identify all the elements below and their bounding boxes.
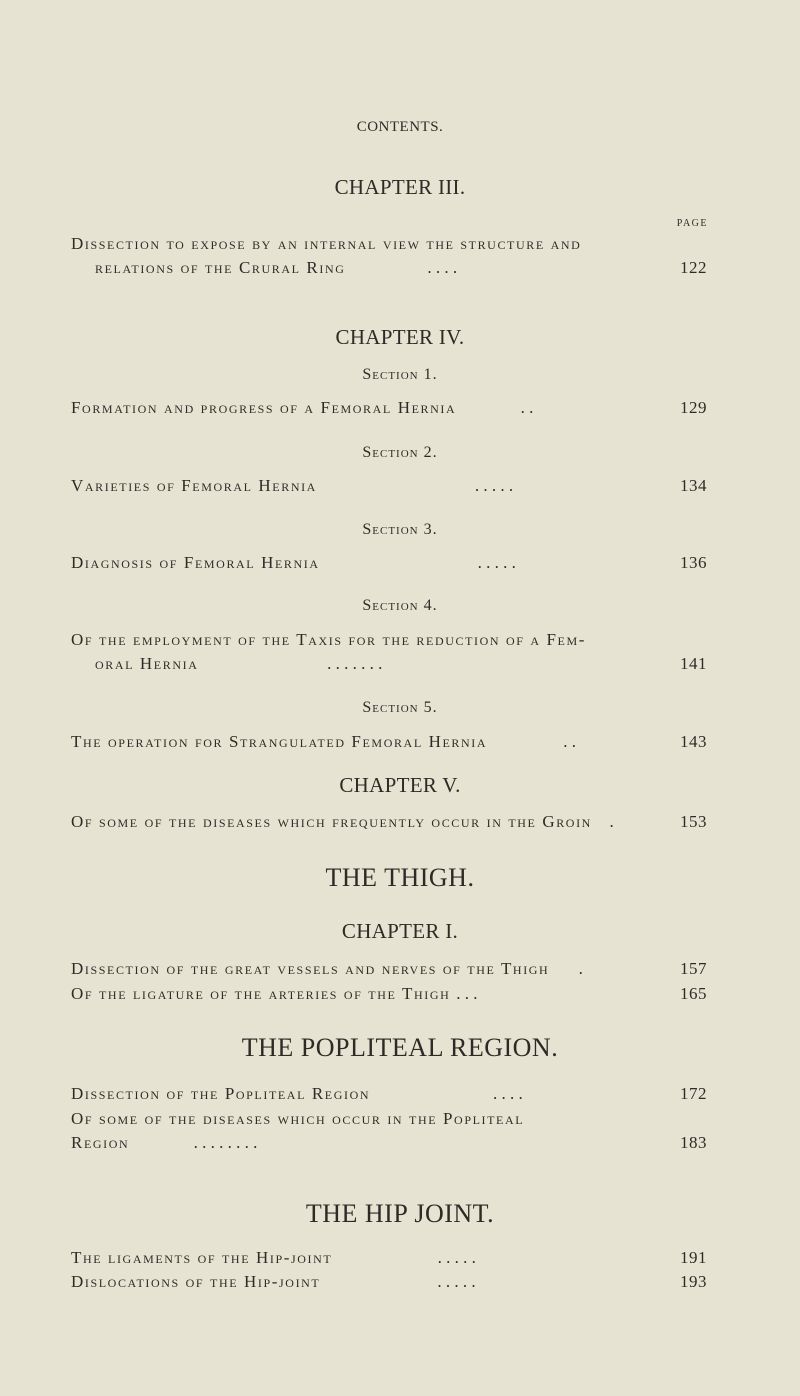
entry-text: Of some of the diseases which frequently occur in the Groin — [71, 812, 592, 831]
page-number: 134 — [680, 476, 707, 495]
leader-dots: . . — [563, 732, 576, 751]
chapter-iii-heading: CHAPTER III. — [334, 175, 466, 199]
page-number: 157 — [680, 959, 707, 978]
page-number: 129 — [680, 398, 707, 417]
leader-dots: . . . . . . . — [327, 654, 383, 673]
page-number: 122 — [680, 258, 707, 277]
leader-dots: . . . . . — [477, 553, 516, 572]
leader-dots: . . . — [456, 984, 478, 1003]
page-number: 172 — [680, 1084, 707, 1103]
section-3-heading: Section 3. — [362, 521, 438, 538]
entry-text: The ligaments of the Hip-joint — [71, 1248, 333, 1267]
leader-dots: . — [578, 959, 583, 978]
page-number: 136 — [680, 553, 707, 572]
page-number: 143 — [680, 732, 707, 751]
entry-text: Of the ligature of the arteries of the Thigh — [71, 984, 451, 1003]
entry-text: The operation for Strangulated Femoral Hernia — [71, 732, 488, 751]
leader-dots: . . . . . — [437, 1248, 476, 1267]
section-5-heading: Section 5. — [362, 699, 438, 716]
entry-text: Dislocations of the Hip-joint — [71, 1272, 321, 1291]
toc-entry-strangulated — [71, 730, 707, 754]
leader-dots: . . . . — [427, 258, 458, 277]
part-hip-heading: THE HIP JOINT. — [305, 1199, 495, 1228]
section-2-heading: Section 2. — [362, 444, 438, 461]
toc-entry-taxis — [71, 628, 707, 676]
entry-text: Diagnosis of Femoral Hernia — [71, 553, 320, 572]
toc-entry-diagnosis — [71, 551, 707, 575]
entry-text-line1: Dissection to expose by an internal view the structure and — [71, 234, 582, 253]
toc-entry-formation — [71, 396, 707, 420]
leader-dots: . — [609, 812, 614, 831]
entry-text: Varieties of Femoral Hernia — [71, 476, 317, 495]
entry-text-line2: Region . . . . . . . . — [71, 1133, 258, 1152]
toc-entry-groin-diseases — [71, 810, 707, 834]
part-thigh-heading: THE THIGH. — [325, 863, 475, 892]
toc-entry-thigh-ligature — [71, 982, 707, 1006]
chapter-v-heading: CHAPTER V. — [339, 773, 461, 797]
toc-entry-popliteal-diseases — [71, 1107, 707, 1155]
section-4-heading: Section 4. — [362, 597, 438, 614]
entry-text-line2: relations of the Crural Ring . . . . — [95, 258, 458, 277]
page-number: 193 — [680, 1272, 707, 1291]
leader-dots: . . . . . — [437, 1272, 476, 1291]
part-popliteal-heading: THE POPLITEAL REGION. — [241, 1033, 559, 1062]
entry-text-line2: oral Hernia . . . . . . . — [95, 654, 383, 673]
toc-entry-thigh-vessels — [71, 957, 707, 981]
chapter-iv-heading: CHAPTER IV. — [335, 325, 465, 349]
toc-entry-varieties — [71, 474, 707, 498]
entry-text: Formation and progress of a Femoral Hernia — [71, 398, 457, 417]
page-number: 191 — [680, 1248, 707, 1267]
leader-dots: . . — [520, 398, 534, 417]
entry-text-line1: Of the employment of the Taxis for the reduction of a Fem- — [71, 630, 587, 649]
toc-entry-hip-dislocations — [71, 1270, 707, 1294]
page-number: 165 — [680, 984, 707, 1003]
page-number: 183 — [680, 1133, 707, 1152]
thigh-chapter-i-heading: CHAPTER I. — [341, 919, 459, 943]
leader-dots: . . . . . . . . — [193, 1133, 258, 1152]
entry-text: Dissection of the great vessels and nerves of the Thigh — [71, 959, 550, 978]
toc-entry-hip-ligaments — [71, 1246, 707, 1270]
entry-text: Dissection of the Popliteal Region — [71, 1084, 371, 1103]
leader-dots: . . . . . — [474, 476, 514, 495]
toc-entry-crural-ring — [71, 232, 707, 280]
page-number: 153 — [680, 812, 707, 831]
page-column-label: PAGE — [676, 218, 708, 229]
leader-dots: . . . . — [492, 1084, 523, 1103]
toc-entry-popliteal-dissection — [71, 1082, 707, 1106]
running-head: CONTENTS. — [356, 119, 444, 135]
page-number: 141 — [680, 654, 707, 673]
entry-text-line1: Of some of the diseases which occur in the Popliteal — [71, 1109, 525, 1128]
section-1-heading: Section 1. — [362, 366, 438, 383]
